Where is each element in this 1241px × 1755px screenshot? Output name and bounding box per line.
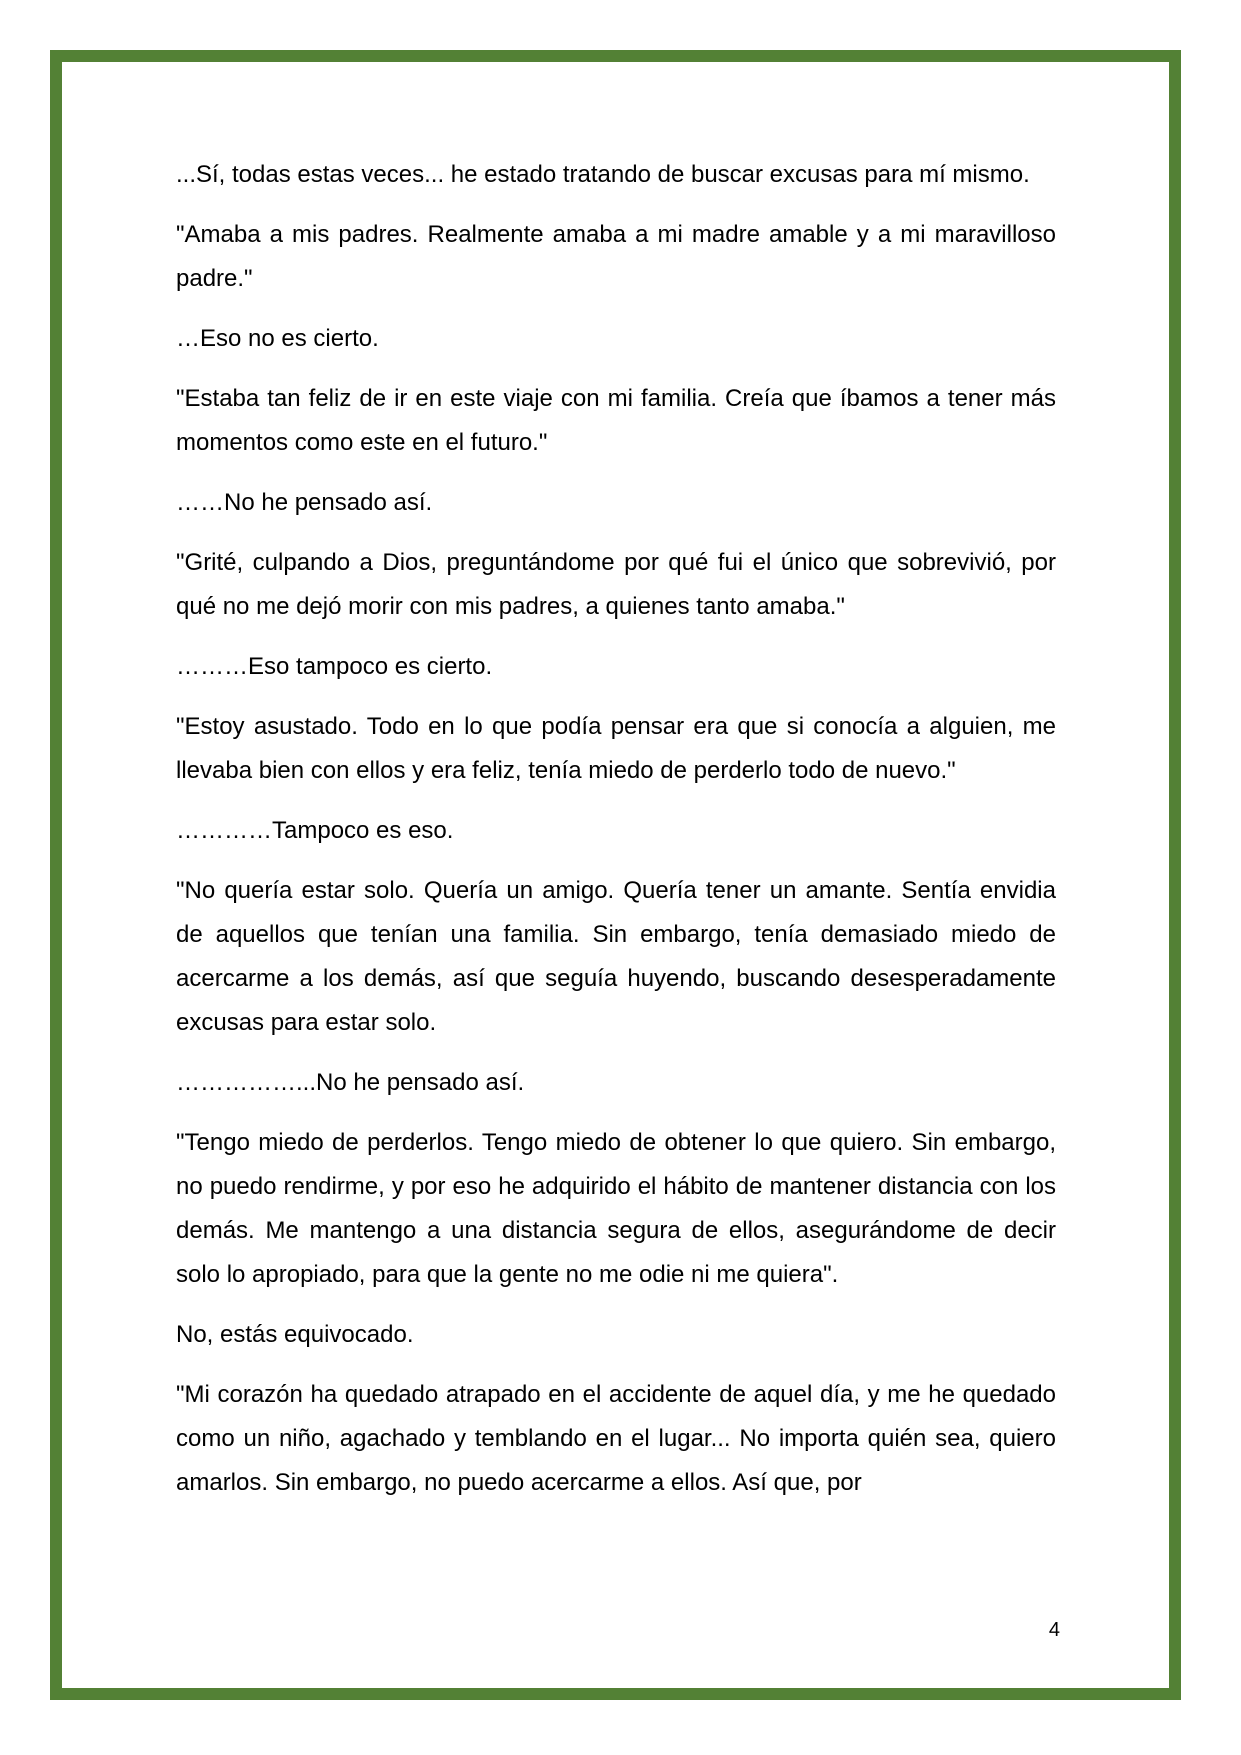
paragraph: "Mi corazón ha quedado atrapado en el accidente de aquel día, y me he quedado como un niño, agachado y temblando en el lugar... No importa quién sea, quiero amarlos. Sin embargo, no puedo acercarme a ellos. Así que, por	[176, 1381, 1056, 1496]
paragraph: …………Tampoco es eso.	[176, 817, 454, 844]
paragraph: "Grité, culpando a Dios, preguntándome por qué fui el único que sobrevivió, por qué no me dejó morir con mis padres, a quienes tanto amaba."	[176, 549, 1056, 620]
paragraph: "Tengo miedo de perderlos. Tengo miedo de obtener lo que quiero. Sin embargo, no puedo rendirme, y por eso he adquirido el hábito de mantener distancia con los demás. Me mantengo a una distancia segura de ellos, asegurándome de decir solo lo apropiado, para que la gente no me odie ni me quiera".	[176, 1129, 1056, 1288]
paragraph: "No quería estar solo. Quería un amigo. Quería tener un amante. Sentía envidia de aquellos que tenían una familia. Sin embargo, tenía demasiado miedo de acercarme a los demás, así que seguía huyendo, buscando desesperadamente excusas para estar solo.	[176, 877, 1056, 1036]
paragraph: "Estoy asustado. Todo en lo que podía pensar era que si conocía a alguien, me llevaba bien con ellos y era feliz, tenía miedo de perderlo todo de nuevo."	[176, 713, 1056, 784]
paragraph: No, estás equivocado.	[176, 1321, 414, 1348]
page-number: 4	[1048, 1619, 1060, 1641]
paragraph: …Eso no es cierto.	[176, 325, 379, 352]
paragraph: ……No he pensado así.	[176, 489, 433, 516]
page-body	[176, 153, 1056, 1521]
paragraph: ...Sí, todas estas veces... he estado tratando de buscar excusas para mí mismo.	[176, 161, 1030, 188]
paragraph: "Estaba tan feliz de ir en este viaje con mi familia. Creía que íbamos a tener más momentos como este en el futuro."	[176, 385, 1056, 456]
paragraph: ……………...No he pensado así.	[176, 1069, 525, 1096]
paragraph: ………Eso tampoco es cierto.	[176, 653, 493, 680]
paragraph: "Amaba a mis padres. Realmente amaba a mi madre amable y a mi maravilloso padre."	[176, 221, 1056, 292]
